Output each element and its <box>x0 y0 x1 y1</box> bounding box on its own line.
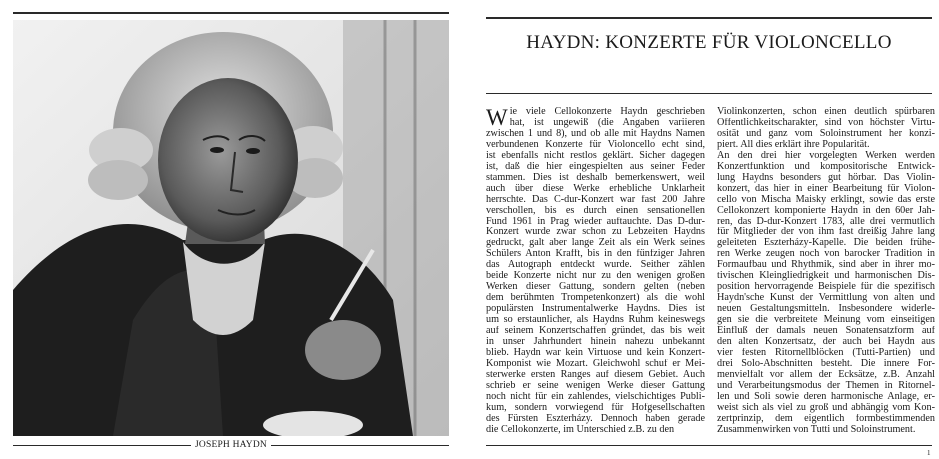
text-line: um so erstaunlicher, als Haydns Ruhm keineswegs <box>486 315 705 326</box>
top-rule-right <box>486 17 932 19</box>
text-line: ren, das D-dur-Konzert 1783, alle drei vermutlich <box>717 216 935 227</box>
text-line: kum, sondern vorwiegend für Hofgesellschaften <box>486 402 705 413</box>
text-line: sterwerke ersten Ranges auf diesem Gebiet. Auch <box>486 369 705 380</box>
text-line: menvielfalt vor allem der Ecksätze, z.B. Anzahl <box>717 369 935 380</box>
text-line: den alten Konzertsatz, der auch bei Haydn aus <box>717 337 935 348</box>
text-line: Formaufbau und Rhythmik, sind aber in ihrer mo- <box>717 260 935 271</box>
text-line: beide Konzerte nicht nur zu den wenigen großen <box>486 271 705 282</box>
text-line: drei Solo-Abschnitten besteht. Die innere For- <box>717 358 935 369</box>
bottom-rule-right <box>486 445 932 446</box>
text-line: des Fürsten Eszterházy. Dennoch haben gerade <box>486 413 705 424</box>
text-line: die Cellokonzerte, im Unterschied z.B. zu den <box>486 424 675 435</box>
text-line: populärsten Instrumentalwerke Haydns. Dies ist <box>486 304 705 315</box>
text-line: weist sich als viel zu groß und abhängig vom Kon- <box>717 402 935 413</box>
caption-text: JOSEPH HAYDN <box>195 440 267 450</box>
text-line: zertprinzip, dem eigentlich formbestimmenden <box>717 413 935 424</box>
text-line: Konzertfunktion und kompositorische Entwick- <box>717 161 935 172</box>
text-line: Einfluß der damals neuen Sonatensatzform auf <box>717 326 935 337</box>
text-line: cello von Mischa Maisky erklingt, sowie das erste <box>717 194 935 205</box>
text-line: dem berühmten Trompetenkonzert) als die wohl <box>486 293 705 304</box>
text-line: auch über diese Werke erhebliche Unklarheit <box>486 183 705 194</box>
portrait-caption <box>13 438 449 452</box>
text-line: osität und ganz vom Soloinstrument her konzi- <box>717 128 935 139</box>
text-line: Komponist wie Mozart. Gleichwohl schuf er Mei- <box>486 358 705 369</box>
text-line: in unser Jahrhundert hinein nahezu unbekannt <box>486 337 705 348</box>
text-line: gedruckt, galt aber lange Zeit als ein Werk seines <box>486 238 705 249</box>
portrait-drawing <box>13 20 449 436</box>
portrait-image <box>13 20 449 436</box>
title-rule <box>486 93 932 94</box>
text-line: neuen Gestaltungsmitteln. Insbesondere widerle- <box>717 304 935 315</box>
page-title: HAYDN: KONZERTE FÜR VIOLONCELLO <box>526 32 892 53</box>
text-line: ist ebenfalls nicht restlos geklärt. Sicher dagegen <box>486 150 705 161</box>
page-number: 1 <box>927 449 931 457</box>
text-line: gen sie die verbreitete Meinung vom einseitigen <box>717 315 935 326</box>
text-line: konzert, das hier in einer Bearbeitung für Violon- <box>717 183 935 194</box>
text-line: Konzert wurde zwar schon zu Lebzeiten Haydns <box>486 227 705 238</box>
caption-rule-left <box>13 445 191 446</box>
text-line: das Autograph entdeckt wurde. Seither zählen <box>486 260 705 271</box>
text-line: An den drei hier vorgelegten Werken werden <box>717 150 935 161</box>
text-line: zwischen 1 und 8), und ob alle mit Haydns Namen <box>486 128 705 139</box>
text-line: Schülers Anton Krafft, bis in den fünfziger Jahren <box>486 249 705 260</box>
text-line: len und Soli sowie deren harmonische Anlage, er- <box>717 391 935 402</box>
text-line: schrieb er seine wenigen Werke dieser Gattung <box>486 380 705 391</box>
text-line: stammen. Dies ist deshalb bemerkenswert, weil <box>486 172 705 183</box>
text-line: verbundenen Konzerte für Violoncello echt sind, <box>486 139 705 150</box>
text-line: herrschte. Das C-dur-Konzert war fast 200 Jahre <box>486 194 705 205</box>
text-line: Haydn'sche Kunst der Vermittlung von alten und <box>717 293 935 304</box>
text-line: lung Haydns besonders gut hörbar. Das Violin- <box>717 172 935 183</box>
text-line: für Mitglieder der von ihm fast dreißig Jahre lang <box>717 227 935 238</box>
text-line: noch nicht für ein zahlendes, vielschichtiges Publi- <box>486 391 705 402</box>
text-line: ist, daß die hier eingespielten aus seiner Feder <box>486 161 705 172</box>
text-column-left <box>486 107 705 436</box>
text-line: Cellokonzert komponierte Haydn in den 60er Jah- <box>717 205 935 216</box>
text-line: tivischen Kleingliedrigkeit und harmonischen Dis- <box>717 271 935 282</box>
text-line: piert. All dies erklärt ihre Popularität. <box>717 139 870 150</box>
text-line: position hervorragende Beispiele für die spezifisch <box>717 282 935 293</box>
text-line: hat, ist ungewiß (die Angaben variieren <box>509 117 705 128</box>
text-line: blieb. Haydn war kein Virtuose und kein Konzert- <box>486 347 705 358</box>
text-line: vier festen Ritornellblöcken (Tutti-Partien) und <box>717 347 935 358</box>
text-line: und Verarbeitungsmodus der Themen in Ritornel- <box>717 380 935 391</box>
text-line: Öffentlichkeitscharakter, sind von höchster Virtu- <box>717 117 935 128</box>
text-column-right <box>717 107 935 436</box>
top-rule-left <box>13 12 449 14</box>
caption-rule-right <box>271 445 449 446</box>
text-line: verschollen, bis es durch einen sensationellen <box>486 205 705 216</box>
text-line: Fund 1961 in Prag wieder auftauchte. Das D-dur- <box>486 216 705 227</box>
text-line: geleiteten Eszterházy-Kapelle. Die beiden frühe- <box>717 238 935 249</box>
text-line: Zusammenwirken von Tutti und Soloinstrument. <box>717 424 916 435</box>
text-line: Violinkonzerten, schon einen deutlich spürbaren <box>717 107 935 117</box>
text-line: ren Werke zeugen noch von barocker Tradition in <box>717 249 935 260</box>
text-line: Werken dieser Gattung, sondern gelten (neben <box>486 282 705 293</box>
text-line: auf seinem Konzertschaffen gründet, das bis weit <box>486 326 705 337</box>
text-line: ie viele Cellokonzerte Haydn geschrieben <box>509 107 705 117</box>
drop-cap: W <box>486 105 508 130</box>
